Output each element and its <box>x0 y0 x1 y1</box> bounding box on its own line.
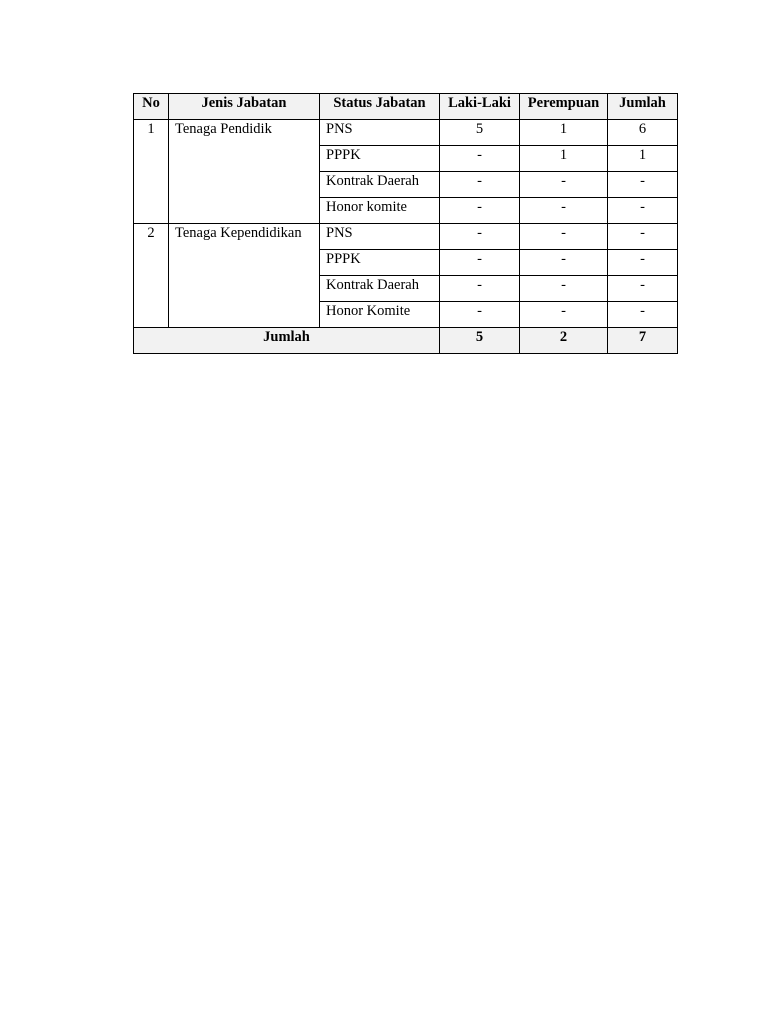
cell-perempuan: - <box>520 224 608 250</box>
cell-perempuan: - <box>520 172 608 198</box>
cell-laki: - <box>440 146 520 172</box>
group-no: 1 <box>134 120 169 224</box>
cell-status: Honor komite <box>320 198 440 224</box>
total-row <box>134 328 678 354</box>
group-no: 2 <box>134 224 169 328</box>
cell-perempuan: 1 <box>520 146 608 172</box>
cell-jumlah: 1 <box>608 146 678 172</box>
cell-perempuan: - <box>520 198 608 224</box>
cell-status: PPPK <box>320 146 440 172</box>
cell-laki: - <box>440 172 520 198</box>
cell-status: Kontrak Daerah <box>320 276 440 302</box>
cell-perempuan: - <box>520 276 608 302</box>
cell-status: Honor Komite <box>320 302 440 328</box>
cell-jumlah: - <box>608 250 678 276</box>
cell-status: PNS <box>320 224 440 250</box>
cell-perempuan: - <box>520 250 608 276</box>
staff-table <box>133 93 678 354</box>
cell-laki: - <box>440 250 520 276</box>
cell-status: Kontrak Daerah <box>320 172 440 198</box>
cell-laki: - <box>440 224 520 250</box>
cell-laki: - <box>440 302 520 328</box>
group-jenis-jabatan: Tenaga Kependidikan <box>169 224 320 328</box>
cell-perempuan: - <box>520 302 608 328</box>
cell-status: PNS <box>320 120 440 146</box>
cell-laki: - <box>440 198 520 224</box>
total-laki: 5 <box>440 328 520 354</box>
header-status-jabatan: Status Jabatan <box>320 94 440 120</box>
total-label: Jumlah <box>134 328 440 354</box>
cell-jumlah: - <box>608 302 678 328</box>
header-perempuan: Perempuan <box>520 94 608 120</box>
header-no: No <box>134 94 169 120</box>
cell-jumlah: 6 <box>608 120 678 146</box>
table-row <box>134 224 678 250</box>
cell-jumlah: - <box>608 224 678 250</box>
cell-jumlah: - <box>608 276 678 302</box>
cell-status: PPPK <box>320 250 440 276</box>
header-jumlah: Jumlah <box>608 94 678 120</box>
header-laki-laki: Laki-Laki <box>440 94 520 120</box>
table-row <box>134 120 678 146</box>
table-header-row <box>134 94 678 120</box>
total-jumlah: 7 <box>608 328 678 354</box>
header-jenis-jabatan: Jenis Jabatan <box>169 94 320 120</box>
cell-laki: 5 <box>440 120 520 146</box>
cell-jumlah: - <box>608 172 678 198</box>
cell-jumlah: - <box>608 198 678 224</box>
cell-perempuan: 1 <box>520 120 608 146</box>
total-perempuan: 2 <box>520 328 608 354</box>
group-jenis-jabatan: Tenaga Pendidik <box>169 120 320 224</box>
cell-laki: - <box>440 276 520 302</box>
